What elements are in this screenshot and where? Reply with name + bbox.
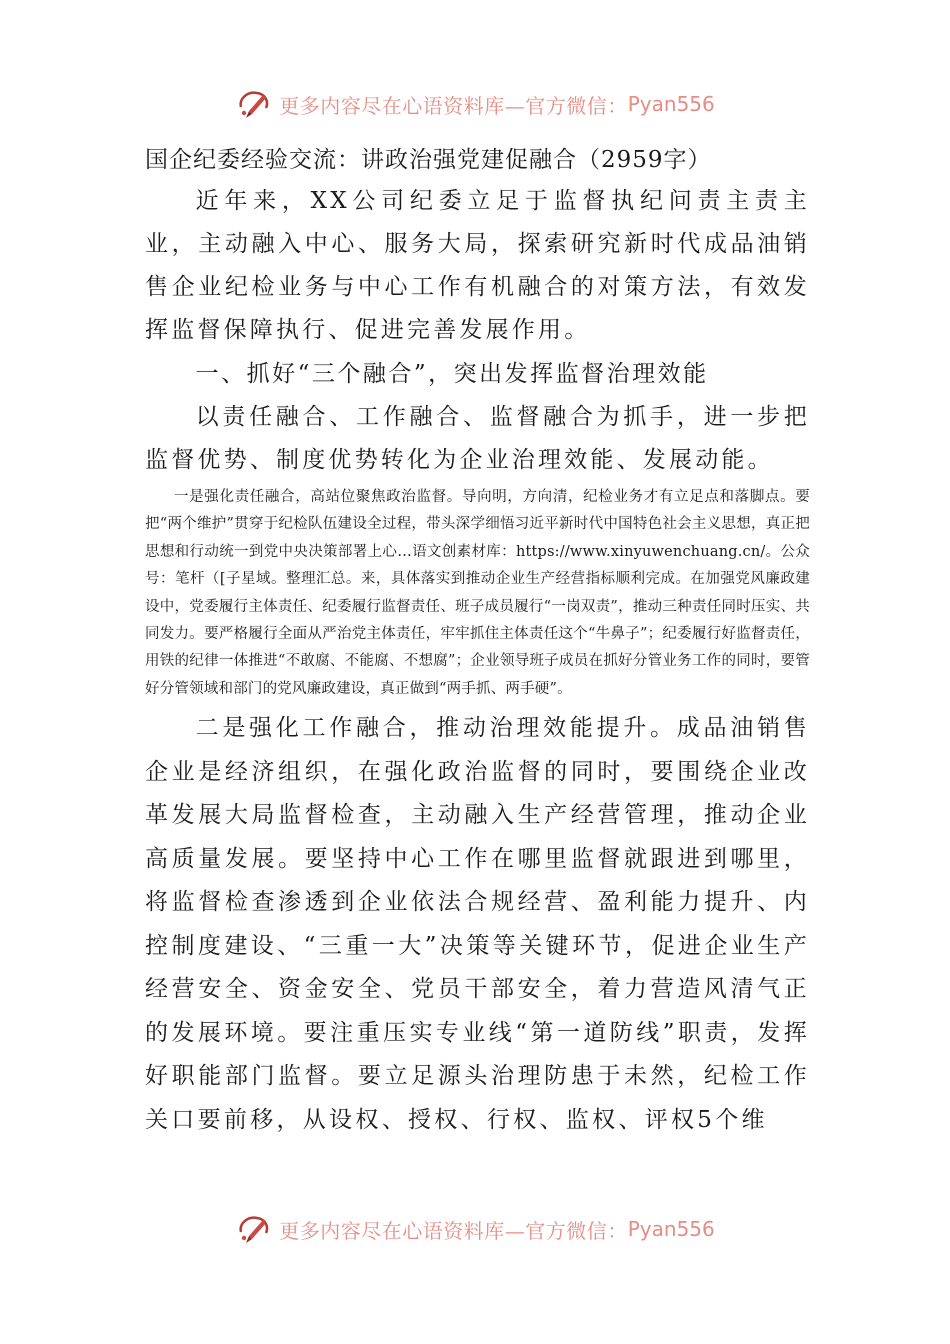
section-lead-paragraph: 以责任融合、工作融合、监督融合为抓手，进一步把监督优势、制度优势转化为企业治理效能、发展动能。 (145, 404, 810, 473)
point-two-paragraph: 二是强化工作融合，推动治理效能提升。成品油销售企业是经济组织，在强化政治监督的同时，要围绕企业改革发展大局监督检查，主动融入生产经营管理，推动企业高质量发展。要坚持中心工作在哪里监督就跟进到哪里，将监督检查渗透到企业依法合规经营、盈利能力提升、内控制度建设、“三重一大”决策等关键环节，促进企业生产经营安全、资金安全、党员干部安全，着力营造风清气正的发展环境。要注重压实专业线“第一道防线”职责，发挥好职能部门监督。要立足源头治理防患于未然，纪检工作关口要前移，从设权、授权、行权、监权、评权5个维 (145, 715, 810, 1133)
watermark-wechat-id: Pyan556 (627, 92, 715, 116)
document-body (145, 140, 810, 1142)
point-one-paragraph: 一是强化责任融合，高站位聚焦政治监督。导向明，方向清，纪检业务才有立足点和落脚点。要把“两个维护”贯穿于纪检队伍建设全过程，带头深学细悟习近平新时代中国特色社会主义思想，真正把思想和行动统一到党中央决策部署上心…语文创素材库：https://www.xinyuwenchuang.cn/。公众号：笔杆（[子星域。整理汇总。来，具体落实到推动企业生产经营指标顺利完成。在加强党风廉政建设中，党委履行主体责任、纪委履行监督责任、班子成员履行“一岗双责”，推动三种责任同时压实、共同发力。要严格履行全面从严治党主体责任，牢牢抓住主体责任这个“牛鼻子”；纪委履行好监督责任，用铁的纪律一体推进“不敢腐、不能腐、不想腐”；企业领导班子成员在抓好分管业务工作的同时，要管好分管领域和部门的党风廉政建设，真正做到“两手抓、两手硬”。 (145, 489, 810, 697)
section-heading: 一、抓好“三个融合”，突出发挥监督治理效能 (195, 361, 709, 387)
pen-nib-logo-icon (235, 87, 273, 121)
watermark-text: 更多内容尽在心语资料库—官方微信： (279, 93, 628, 118)
pen-nib-logo-icon (235, 1212, 273, 1246)
footer-watermark (0, 1209, 950, 1249)
document-title: 国企纪委经验交流：讲政治强党建促融合（2959字） (145, 147, 712, 173)
header-watermark (0, 84, 950, 124)
watermark-wechat-id: Pyan556 (627, 1217, 715, 1241)
watermark-text: 更多内容尽在心语资料库—官方微信： (279, 1218, 628, 1243)
intro-paragraph: 近年来，XX公司纪委立足于监督执纪问责主责主业，主动融入中心、服务大局，探索研究新时代成品油销售企业纪检业务与中心工作有机融合的对策方法，有效发挥监督保障执行、促进完善发展作用。 (145, 188, 810, 343)
